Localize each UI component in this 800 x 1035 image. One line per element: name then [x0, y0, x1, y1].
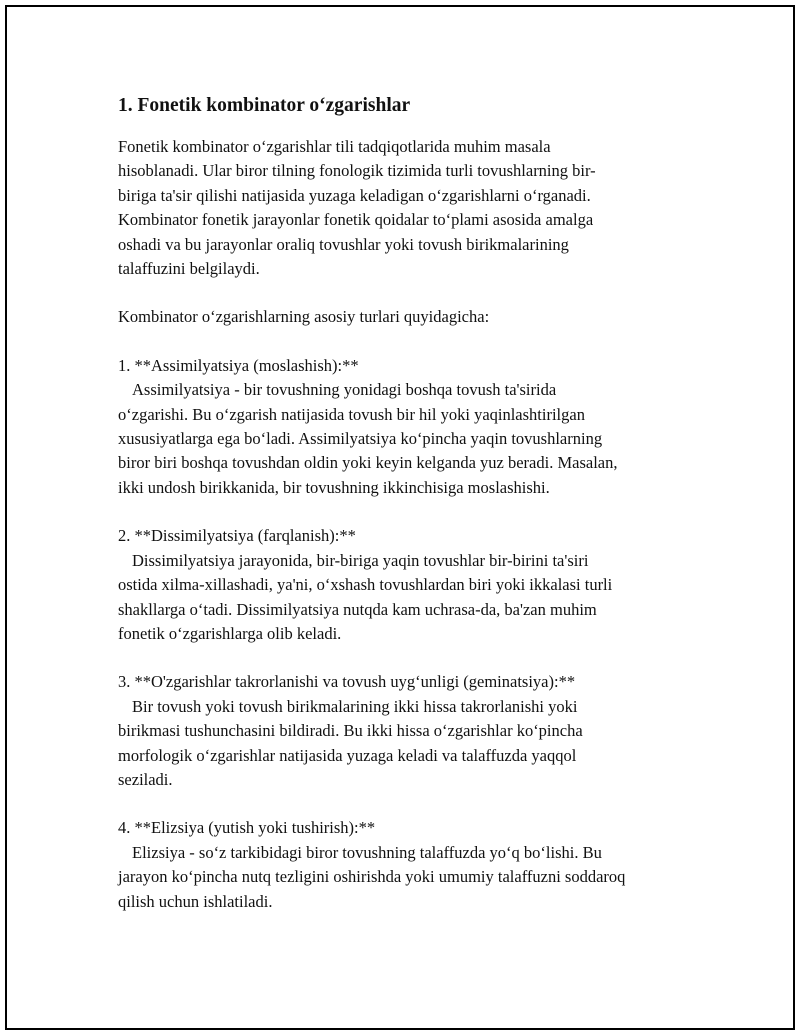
list-item-heading: 1. **Assimilyatsiya (moslashish):**: [118, 355, 359, 375]
list-item-dissimilation: [118, 524, 698, 646]
list-item-text: Dissimilyatsiya jarayonida, bir-biriga yaqin tovushlar bir-birini ta'siri ostida xilma-xillashadi, ya'ni, o‘xshash tovushlardan biri yoki ikkalasi turli shakllarga o‘tadi. Dissimilyatsiya nutqda kam uchrasa-da, ba'zan muhim fonetik o‘zgarishlarga olib keladi.: [118, 550, 613, 643]
list-item-text: Bir tovush yoki tovush birikmalarining ikki hissa takrorlanishi yoki birikmasi tushunchasini bildiradi. Bu ikki hissa o‘zgarishlar ko‘pincha morfologik o‘zgarishlar natijasida yuzaga keladi va talaffuzda yaqqol seziladi.: [118, 696, 583, 789]
section-heading: 1. Fonetik kombinator o‘zgarishlar: [118, 95, 411, 116]
list-item-elision: [118, 816, 698, 914]
document-body: [118, 92, 698, 914]
list-item-text: Elizsiya - so‘z tarkibidagi biror tovushning talaffuzda yo‘q bo‘lishi. Bu jarayon ko‘pincha nutq tezligini oshirishda yoki umumiy talaffuzni soddaroq qilish uchun ishlatiladi.: [118, 842, 626, 911]
list-item-text: Assimilyatsiya - bir tovushning yonidagi boshqa tovush ta'sirida o‘zgarishi. Bu o‘zgarish natijasida tovush bir hil yoki yaqinlashtirilgan xususiyatlarga ega bo‘ladi. Assimilyatsiya ko‘pincha yaqin tovushlarning biror biri boshqa tovushdan oldin yoki keyin kelganda yuz beradi. Masalan, ikki undosh birikkanida, bir tovushning ikkinchisiga moslashishi.: [118, 380, 618, 497]
types-lead-paragraph: Kombinator o‘zgarishlarning asosiy turlari quyidagicha:: [118, 307, 490, 327]
list-item-heading: 3. **O'zgarishlar takrorlanishi va tovush uyg‘unligi (geminatsiya):**: [118, 672, 576, 692]
intro-paragraph: Fonetik kombinator o‘zgarishlar tili tadqiqotlarida muhim masala hisoblanadi. Ular biror tilning fonologik tizimida turli tovushlarning bir- biriga ta'sir qilishi natijasida yuzaga keladigan o‘zgarishlarni o‘rganadi. Kombinator fonetik jarayonlar fonetik qoidalar to‘plami asosida amalga oshadi va bu jarayonlar oraliq tovushlar yoki tovush birikmalarining talaffuzini belgilaydi.: [118, 137, 596, 279]
list-item-assimilation: [118, 354, 698, 500]
list-item-heading: 2. **Dissimilyatsiya (farqlanish):**: [118, 526, 356, 546]
list-item-heading: 4. **Elizsiya (yutish yoki tushirish):**: [118, 818, 376, 838]
list-item-gemination: [118, 670, 698, 792]
